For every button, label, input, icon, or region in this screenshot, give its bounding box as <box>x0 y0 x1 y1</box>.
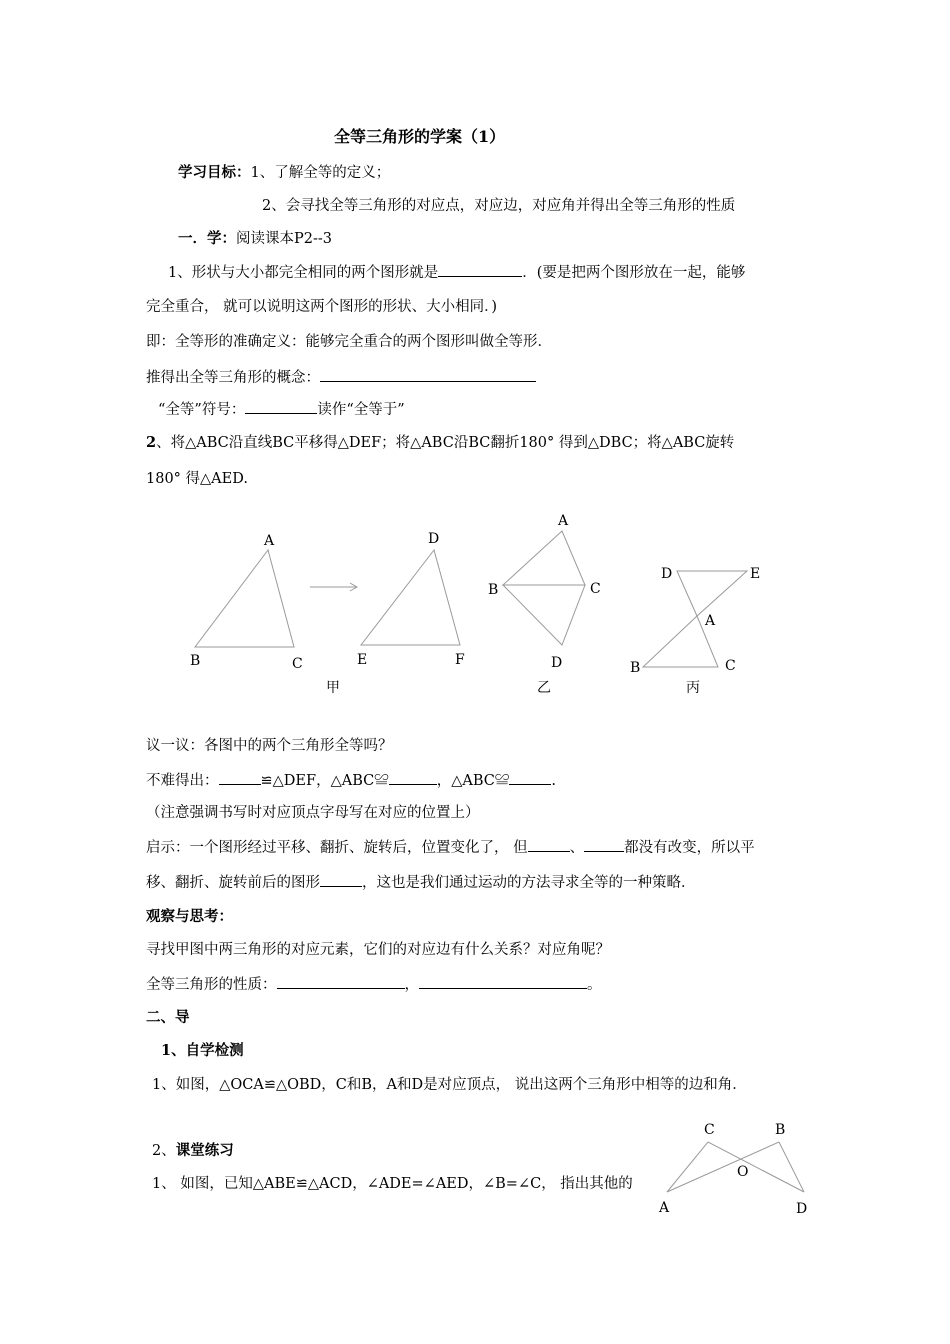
learning-goals-label: 学习目标： <box>178 164 251 181</box>
fig1-label-d: D <box>428 531 440 547</box>
section-1-label: 一．学： <box>178 230 236 247</box>
question-1-text-a: 1、形状与大小都完全相同的两个图形就是 <box>168 265 439 281</box>
class-practice-number: 2、 <box>152 1143 176 1159</box>
fig4-label-b: B <box>775 1122 786 1138</box>
fig2-label-b: B <box>488 582 499 598</box>
blank-hint-2[interactable] <box>584 837 624 852</box>
property-line <box>146 974 602 995</box>
section-2-heading: 二、导 <box>146 1009 190 1026</box>
discuss-line: 议一议：各图中的两个三角形全等吗？ <box>146 738 393 754</box>
fig1-label-a: A <box>264 533 275 549</box>
fig2-label-a: A <box>558 513 569 529</box>
concept-text: 推得出全等三角形的概念： <box>146 370 320 386</box>
segment-bd <box>779 1142 804 1192</box>
note-line: （注意强调书写时对应顶点字母写在对应的位置上） <box>146 805 480 821</box>
fig3-label-e: E <box>750 566 761 582</box>
question-1-text-b: ．(要是把两个图形放在一起，能够 <box>522 265 746 281</box>
fig1-label-e: E <box>357 652 368 668</box>
derive-line <box>146 770 556 791</box>
triangle-aed <box>677 571 747 616</box>
symbol-text-a: “全等”符号： <box>158 402 246 418</box>
hint-text-c: 都没有改变，所以平 <box>624 840 755 856</box>
fig2-caption: 乙 <box>537 680 551 696</box>
derive-text-b: ≌△DEF，△ABC≌ <box>260 773 389 789</box>
fig1-label-f: F <box>455 652 465 668</box>
derive-text-a: 不难得出： <box>146 773 219 789</box>
derive-text-d: . <box>551 773 556 789</box>
blank-property-1[interactable] <box>277 974 405 989</box>
fig1-label-b: B <box>190 653 201 669</box>
fig3-label-b: B <box>630 660 641 676</box>
figure-oca-obd <box>658 1122 807 1217</box>
hint-text-a: 启示：一个图形经过平移、翻折、旋转后，位置变化了， 但 <box>146 840 528 856</box>
fig4-label-a: A <box>659 1200 670 1216</box>
class-practice-heading <box>152 1141 234 1161</box>
blank-triangle-2[interactable] <box>389 770 437 785</box>
fig3-label-d: D <box>661 566 673 582</box>
figure-jia <box>190 531 465 696</box>
triangle-abc-flip <box>503 531 585 585</box>
blank-hint-1[interactable] <box>528 837 570 852</box>
triangle-dbc <box>503 585 585 645</box>
fig1-caption: 甲 <box>326 680 340 696</box>
fig4-label-d: D <box>796 1201 808 1217</box>
figure-bing <box>630 566 760 696</box>
section-1-text: 阅读课本P2--3 <box>236 231 333 247</box>
hint-text-line2-b: ，这也是我们通过运动的方法寻求全等的一种策略． <box>362 875 696 891</box>
fig2-label-c: C <box>590 581 601 597</box>
property-text-b: ， <box>404 977 419 993</box>
figure-yi <box>488 513 601 696</box>
page-title: 全等三角形的学案（1） <box>334 127 506 146</box>
segment-ac <box>667 1142 708 1192</box>
goal-item-1: 1、了解全等的定义； <box>250 165 391 181</box>
class-practice-label: 课堂练习 <box>175 1142 234 1159</box>
blank-hint-3[interactable] <box>320 872 362 887</box>
question-1-line2: 完全重合， 就可以说明这两个图形的形状、大小相同．) <box>146 299 498 315</box>
blank-property-2[interactable] <box>419 974 587 989</box>
hint-line1 <box>146 837 755 858</box>
blank-triangle-1[interactable] <box>219 770 261 785</box>
observe-question: 寻找甲图中两三角形的对应元素，它们的对应边有什么关系？对应角呢？ <box>146 942 610 958</box>
definition-line: 即：全等形的准确定义：能够完全重合的两个图形叫做全等形． <box>146 334 552 350</box>
question-2-line2: 180° 得△AED. <box>146 471 248 487</box>
exercise-2: 1、 如图，已知△ABE≌△ACD，∠ADE=∠AED，∠B=∠C， 指出其他的 <box>152 1176 633 1192</box>
hint-text-line2-a: 移、翻折、旋转前后的图形 <box>146 875 320 891</box>
triangle-def <box>361 550 460 645</box>
triangle-abc <box>195 550 294 647</box>
fig2-label-d: D <box>551 655 563 671</box>
self-check-heading: 1、自学检测 <box>161 1042 244 1059</box>
fig1-label-c: C <box>292 656 303 672</box>
derive-text-c: ，△ABC≌ <box>436 773 510 789</box>
question-2-number: 2 <box>146 434 157 451</box>
fig3-label-c: C <box>725 658 736 674</box>
exercise-1: 1、如图，△OCA≌△OBD，C和B，A和D是对应顶点， 说出这两个三角形中相等的边和角． <box>152 1077 747 1093</box>
property-text-a: 全等三角形的性质： <box>146 977 277 993</box>
fig3-caption: 丙 <box>686 680 700 696</box>
goal-item-2: 2、会寻找全等三角形的对应点，对应边，对应角并得出全等三角形的性质 <box>262 198 736 214</box>
fig3-label-a: A <box>705 613 716 629</box>
fig4-label-c: C <box>704 1122 715 1138</box>
property-text-c: 。 <box>587 977 602 993</box>
blank-triangle-3[interactable] <box>509 770 551 785</box>
observe-heading: 观察与思考： <box>146 908 233 925</box>
hint-text-b: 、 <box>569 840 585 856</box>
symbol-text-b: 读作“全等于” <box>317 402 405 418</box>
question-2-text: 、将△ABC沿直线BC平移得△DEF；将△ABC沿BC翻折180° 得到△DBC；将△ABC旋转 <box>156 435 735 451</box>
fig4-label-o: O <box>737 1164 749 1180</box>
hint-line2 <box>146 872 696 893</box>
